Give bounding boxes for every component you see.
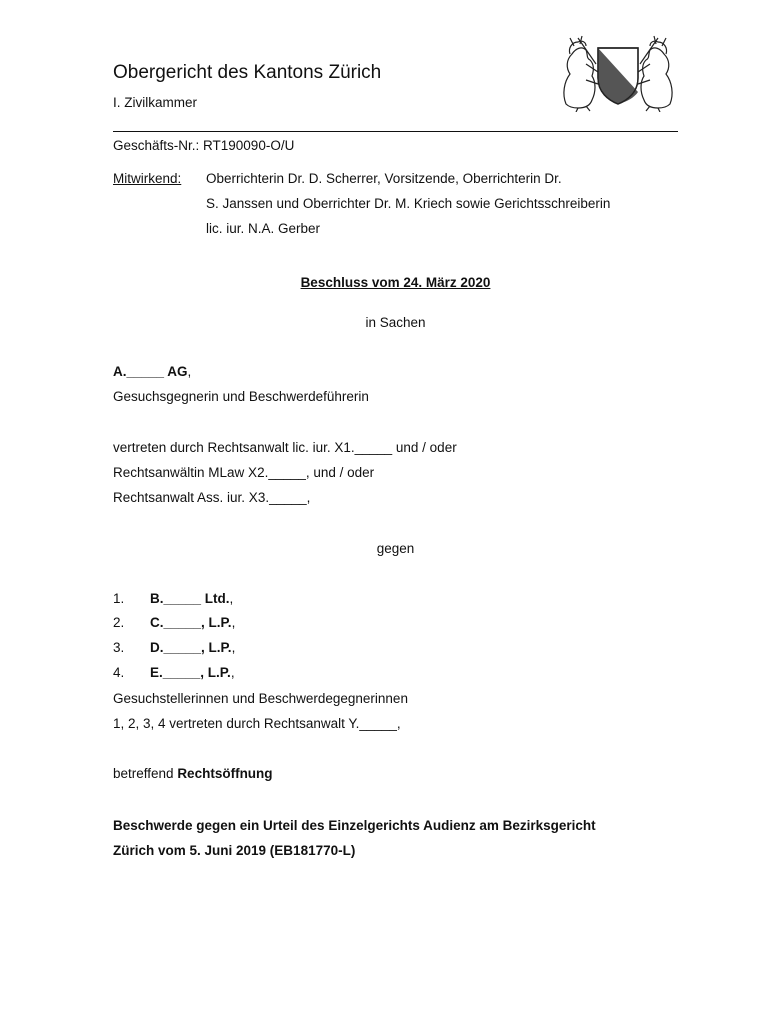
decision-title-wrapper — [113, 275, 678, 290]
petitioners-representation: 1, 2, 3, 4 vertreten durch Rechtsanwalt Y._____, — [113, 716, 401, 731]
appeal-line-1: Beschwerde gegen ein Urteil des Einzelgerichts Audienz am Bezirksgericht — [113, 818, 596, 833]
petitioner-suffix: , — [231, 615, 236, 630]
petitioner-number: 3. — [113, 640, 125, 655]
petitioners-role: Gesuchstellerinnen und Beschwerdegegnerinnen — [113, 691, 408, 706]
petitioner-name: D._____, L.P. — [150, 640, 232, 655]
respondent-representation-3: Rechtsanwalt Ass. iur. X3._____, — [113, 490, 311, 505]
respondent-representation-2: Rechtsanwältin MLaw X2._____, und / oder — [113, 465, 375, 480]
petitioner-suffix: , — [231, 640, 236, 655]
appeal-line-2: Zürich vom 5. Juni 2019 (EB181770-L) — [113, 843, 356, 858]
petitioner-suffix: , — [229, 591, 234, 606]
petitioner-name: B._____ Ltd. — [150, 591, 230, 606]
header-divider — [113, 131, 678, 132]
respondent-name-suffix: , — [187, 364, 192, 379]
participants-line-1: Oberrichterin Dr. D. Scherrer, Vorsitzende, Oberrichterin Dr. — [206, 171, 562, 186]
participants-line-2: S. Janssen und Oberrichter Dr. M. Kriech sowie Gerichtsschreiberin — [206, 196, 611, 211]
respondent-name-line — [113, 364, 191, 379]
petitioner-number: 2. — [113, 615, 125, 630]
coat-of-arms-icon — [556, 34, 680, 112]
respondent-name: A._____ AG — [113, 364, 188, 379]
against-text: gegen — [376, 541, 415, 556]
court-title: Obergericht des Kantons Zürich — [113, 62, 382, 83]
respondent-role: Gesuchsgegnerin und Beschwerdeführerin — [113, 389, 369, 404]
petitioner-entry — [150, 591, 233, 606]
case-number: Geschäfts-Nr.: RT190090-O/U — [113, 138, 295, 153]
participants-line-3: lic. iur. N.A. Gerber — [206, 221, 321, 236]
respondent-representation-1: vertreten durch Rechtsanwalt lic. iur. X1._____ und / oder — [113, 440, 457, 455]
subject-matter: Rechtsöffnung — [177, 766, 273, 781]
petitioner-number: 4. — [113, 665, 125, 680]
petitioner-number: 1. — [113, 591, 125, 606]
petitioner-entry — [150, 640, 235, 655]
petitioner-entry — [150, 665, 235, 680]
decision-title: Beschluss vom 24. März 2020 — [300, 275, 491, 290]
in-matters-text: in Sachen — [365, 315, 426, 330]
petitioner-entry — [150, 615, 235, 630]
petitioner-name: E._____, L.P. — [150, 665, 231, 680]
subject-prefix: betreffend — [113, 766, 178, 781]
participants-label: Mitwirkend: — [113, 171, 182, 186]
petitioner-name: C._____, L.P. — [150, 615, 232, 630]
petitioner-suffix: , — [230, 665, 235, 680]
subject-line — [113, 766, 273, 781]
chamber-name: I. Zivilkammer — [113, 95, 197, 110]
